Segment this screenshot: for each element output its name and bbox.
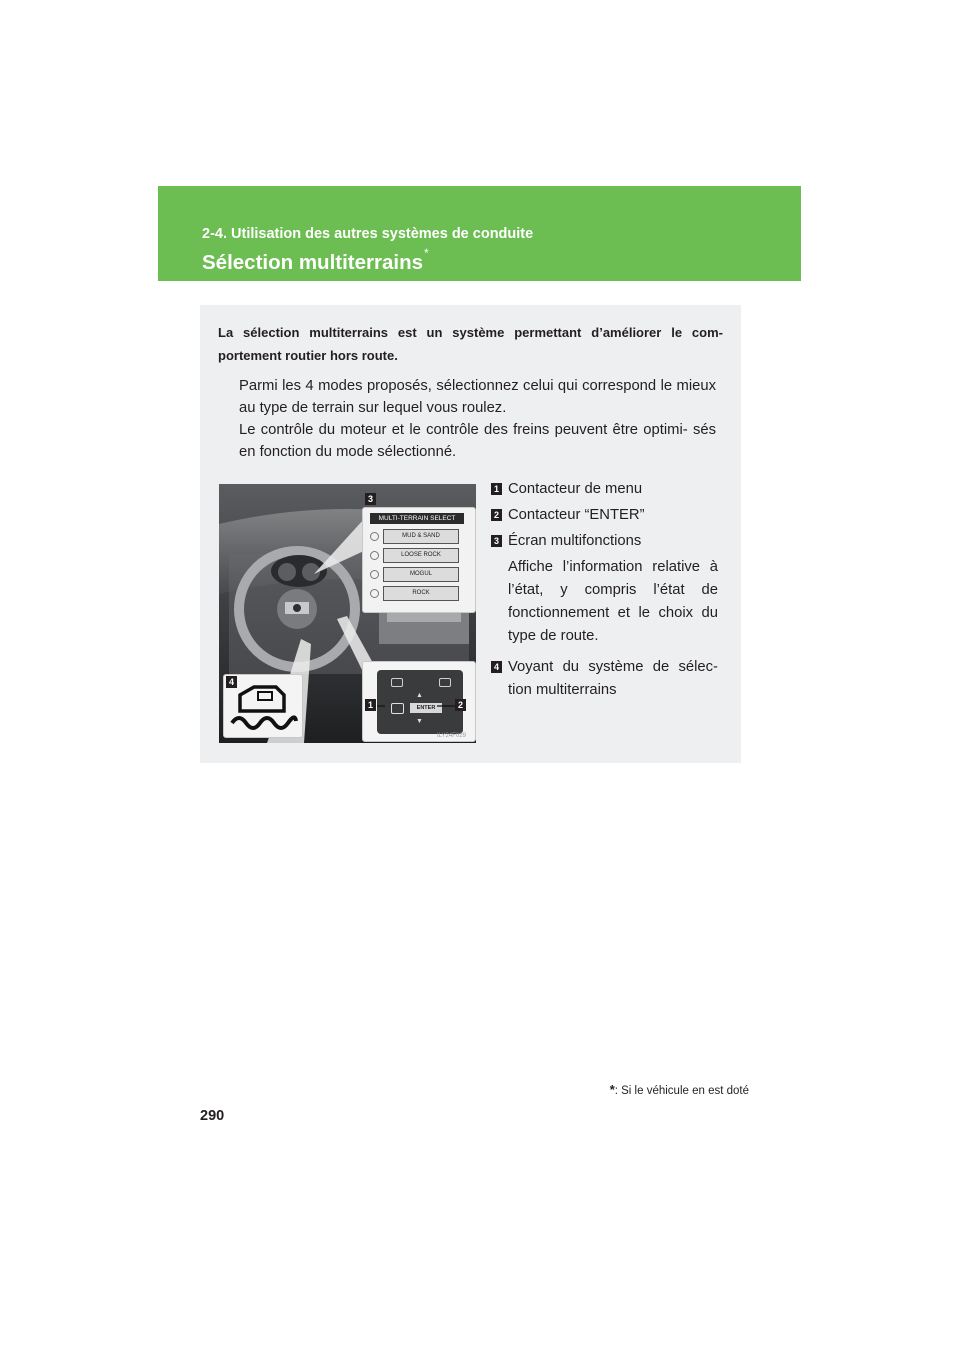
body-text [239, 375, 716, 463]
legend-label: Contacteur “ENTER” [508, 507, 645, 523]
callout-badge: 4 [226, 676, 237, 688]
section-header [158, 186, 801, 281]
chevron-up-icon: ▲ [416, 692, 423, 699]
footnote-marker: * [609, 1082, 615, 1097]
page-number: 290 [200, 1108, 225, 1124]
callout-badge: 2 [455, 699, 466, 711]
mode-button: MUD & SAND [383, 529, 459, 544]
legend [491, 478, 718, 705]
legend-number: 4 [491, 661, 502, 673]
callout-leaders [219, 484, 476, 743]
legend-item [491, 530, 718, 648]
title-marker: * [424, 246, 429, 260]
legend-description: Affiche l’information relative à l’état, y compris l’état de fonctionnement et le choix du type de route. [508, 559, 718, 644]
title-text: Sélection multiterrains [202, 250, 424, 274]
legend-label: Contacteur de menu [508, 481, 643, 497]
footnote-text: : Si le véhicule en est doté [614, 1085, 749, 1097]
screen-title: MULTI-TERRAIN SELECT [370, 513, 464, 524]
mode-button: ROCK [383, 586, 459, 601]
legend-label: Écran multifonctions [508, 533, 642, 549]
intro-text: La sélection multiterrains est un système permettant d’améliorer le com- portement routier hors route. [218, 325, 723, 363]
illustration-code: ILY24F029 [437, 733, 466, 739]
callout-badge: 3 [365, 493, 376, 505]
body-paragraph: Parmi les 4 modes proposés, sélectionnez celui qui correspond le mieux au type de terrain sur lequel vous roulez. [239, 378, 716, 416]
enter-switch: ENTER [410, 703, 442, 713]
legend-number: 1 [491, 483, 502, 495]
legend-number: 3 [491, 535, 502, 547]
legend-item [491, 478, 718, 501]
callout-badge: 1 [365, 699, 376, 711]
content-panel [200, 305, 741, 763]
page-title [202, 246, 429, 275]
legend-number: 2 [491, 509, 502, 521]
dashboard-illustration [219, 484, 476, 743]
legend-item [491, 656, 718, 702]
body-paragraph: Le contrôle du moteur et le contrôle des freins peuvent être optimi- sés en fonction du mode sélectionné. [239, 422, 716, 460]
mode-button: MOGUL [383, 567, 459, 582]
footnote [610, 1082, 749, 1097]
mode-button: LOOSE ROCK [383, 548, 459, 563]
chevron-down-icon: ▼ [416, 718, 423, 725]
legend-label: Voyant du système de sélec- tion multiterrains [508, 659, 718, 698]
legend-item [491, 504, 718, 527]
section-label: 2-4. Utilisation des autres systèmes de conduite [202, 226, 534, 242]
